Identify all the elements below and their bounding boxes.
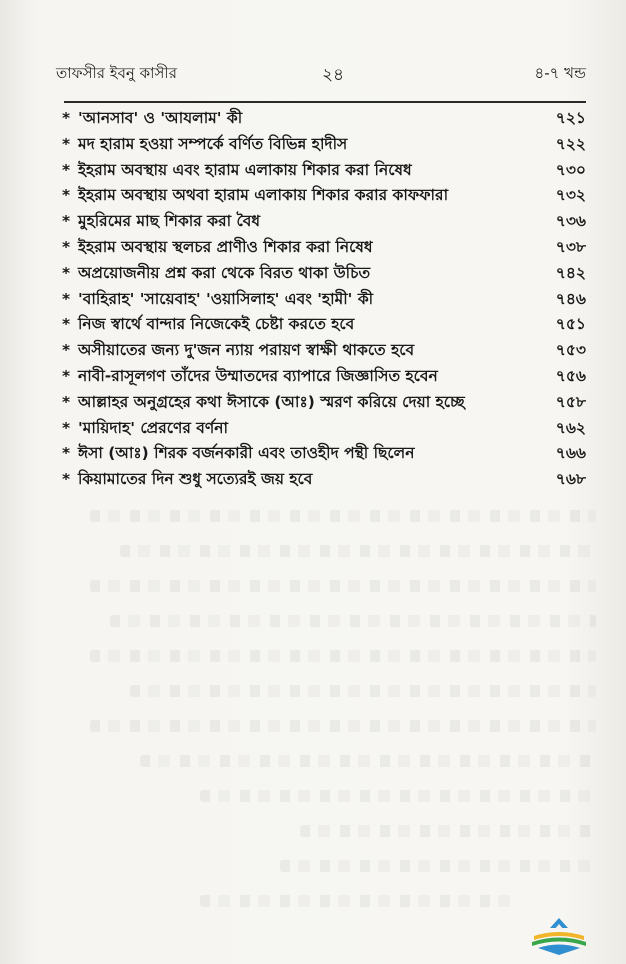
toc-entry	[62, 106, 594, 132]
bullet-star: *	[62, 444, 71, 463]
toc-entry	[62, 312, 594, 338]
show-through-line	[200, 790, 596, 802]
publisher-logo-icon	[528, 914, 590, 956]
toc-entry	[62, 158, 594, 184]
toc-entry	[62, 132, 594, 158]
toc-entry-page: ৭৩৬	[555, 212, 586, 231]
toc-entry	[62, 441, 594, 467]
toc-entry-title: নাবী-রাসূলগণ তাঁদের উম্মাতদের ব্যাপারে জিজ্ঞাসিত হবেন	[78, 366, 438, 385]
show-through-line	[90, 580, 596, 592]
toc-entry-page: ৭৫৩	[555, 341, 586, 360]
toc-entry-title: 'মায়িদাহ' প্রেরণের বর্ণনা	[78, 418, 228, 437]
show-through-line	[130, 685, 596, 697]
toc-entry-page: ৭৩০	[555, 160, 586, 179]
toc-entry-title: ইহরাম অবস্থায় অথবা হারাম এলাকায় শিকার করার কাফফারা	[78, 186, 449, 205]
page-number: ২৪	[322, 65, 345, 85]
bullet-star: *	[62, 418, 71, 437]
toc-entry-page: ৭২২	[555, 134, 586, 153]
show-through-line	[300, 825, 596, 837]
bullet-star: *	[62, 315, 71, 334]
toc-entry-title: 'আনসাব' ও 'আযলাম' কী	[78, 109, 243, 127]
bullet-star: *	[62, 366, 71, 385]
bullet-star: *	[62, 341, 71, 360]
toc-entry-title: অপ্রয়োজনীয় প্রশ্ন করা থেকে বিরত থাকা উচিত	[78, 263, 371, 282]
toc-entry-title: অসীয়াতের জন্য দু'জন ন্যায় পরায়ণ স্বাক্ষী থাকতে হবে	[78, 341, 415, 360]
toc-entry-page: ৭৪২	[555, 263, 586, 282]
toc-entry-title: 'বাহিরাহ' 'সায়েবাহ' 'ওয়াসিলাহ' এবং 'হামী' কী	[78, 289, 374, 308]
bullet-star: *	[62, 186, 71, 205]
show-through-line	[110, 615, 596, 627]
show-through-line	[140, 755, 596, 767]
show-through-line	[200, 895, 516, 907]
toc-entry-page: ৭৩৮	[555, 237, 586, 256]
toc-entry-page: ৭৪৬	[555, 289, 586, 308]
show-through-line	[120, 545, 596, 557]
table-of-contents	[62, 106, 594, 493]
toc-entry-title: আল্লাহর অনুগ্রহের কথা ঈসাকে (আঃ) স্মরণ করিয়ে দেয়া হচ্ছে	[78, 392, 465, 411]
bullet-star: *	[62, 237, 71, 256]
toc-entry	[62, 183, 594, 209]
toc-entry	[62, 209, 594, 235]
toc-entry	[62, 261, 594, 287]
toc-entry-page: ৭৬৮	[555, 470, 586, 489]
bullet-star: *	[62, 212, 71, 231]
toc-entry-title: মুহরিমের মাছ শিকার করা বৈধ	[78, 212, 261, 231]
toc-entry-page: ৭৫১	[555, 315, 586, 334]
toc-entry	[62, 467, 594, 493]
toc-entry-title: ইহরাম অবস্থায় স্থলচর প্রাণীও শিকার করা নিষেধ	[78, 237, 373, 256]
toc-entry-page: ৭৩২	[555, 186, 586, 205]
toc-entry-page: ৭৫৮	[555, 392, 586, 411]
header-rule	[64, 101, 586, 103]
bullet-star: *	[62, 289, 71, 308]
toc-entry-title: ইহরাম অবস্থায় এবং হারাম এলাকায় শিকার করা নিষেধ	[78, 160, 412, 179]
show-through-line	[280, 860, 596, 872]
book-title: তাফসীর ইবনু কাসীর	[56, 64, 177, 82]
toc-entry-title: নিজ স্বার্থে বান্দার নিজেকেই চেষ্টা করতে হবে	[78, 315, 355, 334]
toc-entry	[62, 390, 594, 416]
toc-entry-title: ঈসা (আঃ) শিরক বর্জনকারী এবং তাওহীদ পন্থী ছিলেন	[78, 444, 415, 463]
volume-label: ৪-৭ খন্ড	[534, 64, 586, 82]
show-through-line	[90, 720, 596, 732]
bullet-star: *	[62, 263, 71, 282]
toc-entry-page: ৭৬৬	[555, 444, 586, 463]
bullet-star: *	[62, 109, 71, 127]
toc-entry-title: মদ হারাম হওয়া সম্পর্কে বর্ণিত বিভিন্ন হাদীস	[78, 134, 348, 153]
toc-entry	[62, 416, 594, 442]
toc-entry	[62, 338, 594, 364]
bullet-star: *	[62, 470, 71, 489]
toc-entry-page: ৭৬২	[555, 418, 586, 437]
toc-entry	[62, 364, 594, 390]
toc-entry	[62, 235, 594, 261]
toc-entry-title: কিয়ামাতের দিন শুধু সত্যেরই জয় হবে	[78, 470, 313, 489]
show-through-line	[90, 510, 596, 522]
toc-entry	[62, 287, 594, 313]
toc-entry-page: ৭৫৬	[555, 366, 586, 385]
bullet-star: *	[62, 134, 71, 153]
bullet-star: *	[62, 392, 71, 411]
bullet-star: *	[62, 160, 71, 179]
running-header	[56, 62, 586, 88]
toc-entry-page: ৭২১	[555, 109, 586, 127]
show-through-line	[90, 650, 596, 662]
